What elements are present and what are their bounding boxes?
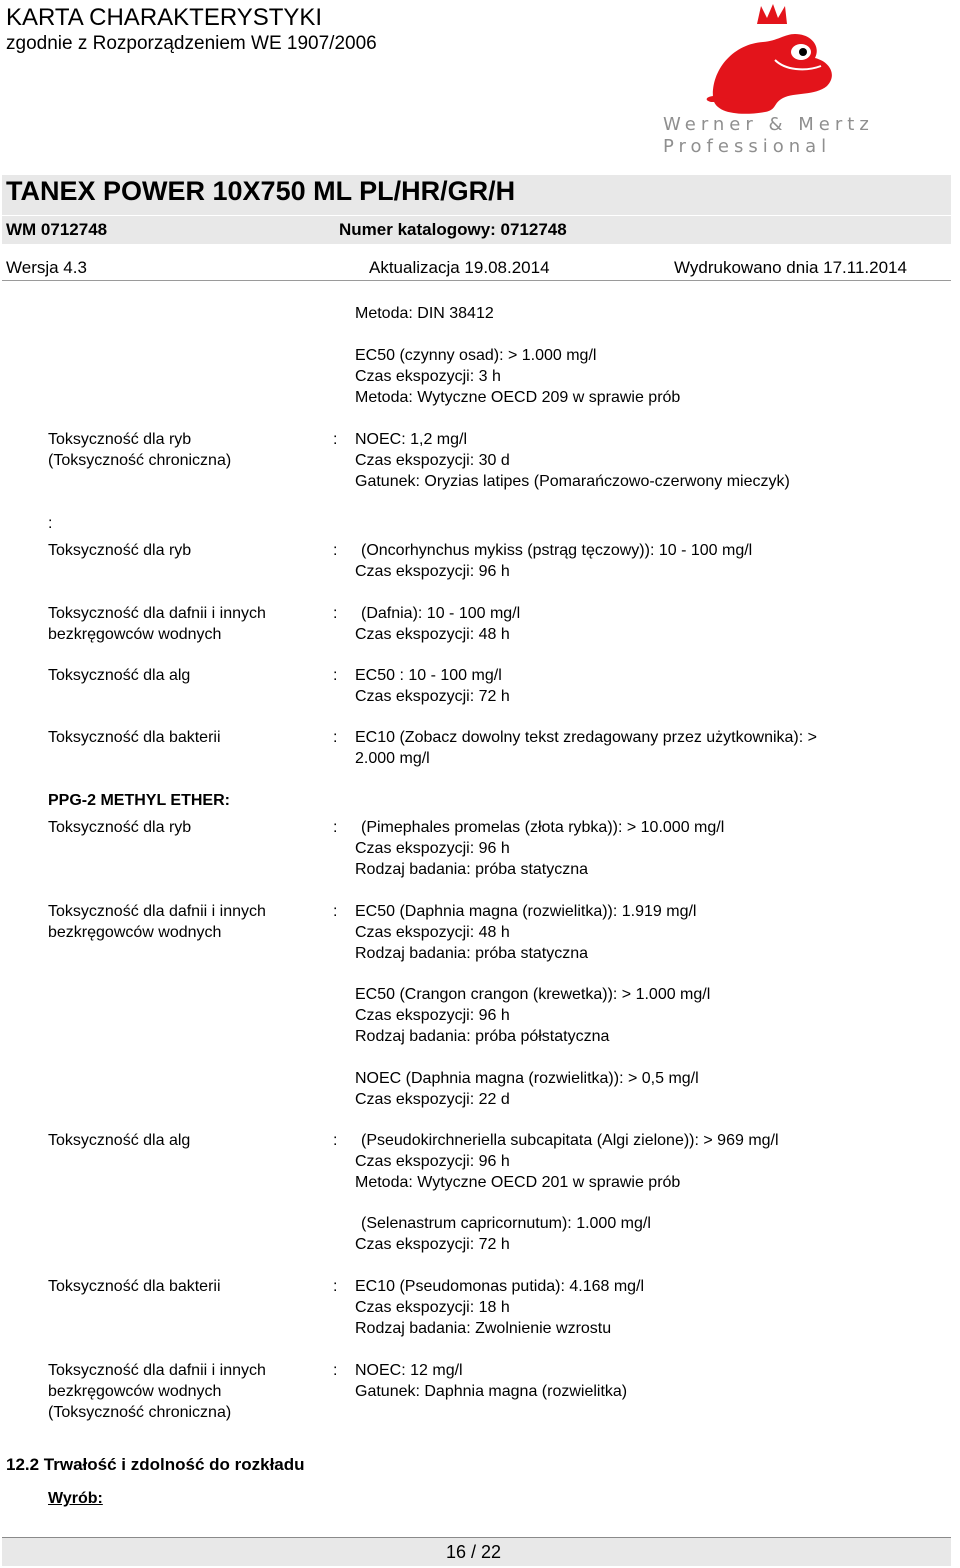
separator-colon: : bbox=[333, 819, 338, 836]
ppg-bacteria-label: Toksyczność dla bakterii bbox=[48, 1278, 221, 1295]
ppg-fish-label: Toksyczność dla ryb bbox=[48, 819, 192, 836]
document-title: KARTA CHARAKTERYSTYKI bbox=[6, 4, 323, 31]
ppg-fish-value: (Pimephales promelas (złota rybka)): > 10.000 mg/l bbox=[361, 819, 725, 836]
ppg-daphnia-chronic-noec: NOEC: 12 mg/l bbox=[355, 1362, 463, 1379]
ppg-bacteria-test: Rodzaj badania: Zwolnienie wzrostu bbox=[355, 1320, 612, 1337]
substance-colon: : bbox=[48, 515, 53, 532]
ppg-daphnia-ec50: EC50 (Daphnia magna (rozwielitka)): 1.919 mg/l bbox=[355, 903, 697, 920]
regulation-subtitle: zgodnie z Rozporządzeniem WE 1907/2006 bbox=[6, 33, 377, 54]
page-number: 16 / 22 bbox=[446, 1542, 502, 1562]
wm-number: WM 0712748 bbox=[6, 220, 108, 239]
ppg-bacteria-exposure: Czas ekspozycji: 18 h bbox=[355, 1299, 510, 1316]
algae-label: Toksyczność dla alg bbox=[48, 667, 191, 684]
separator-colon: : bbox=[333, 542, 338, 559]
ppg-daphnia-chronic-label: Toksyczność dla dafnii i innych bbox=[48, 1362, 266, 1379]
ppg-daphnia-chronic-label-2: bezkręgowców wodnych bbox=[48, 1383, 222, 1400]
fish-chronic-species: Gatunek: Oryzias latipes (Pomarańczowo-czerwony mieczyk) bbox=[355, 473, 790, 490]
ppg-selenastrum-value: (Selenastrum capricornutum): 1.000 mg/l bbox=[361, 1215, 651, 1232]
daphnia-label: Toksyczność dla dafnii i innych bbox=[48, 605, 266, 622]
fish-label: Toksyczność dla ryb bbox=[48, 542, 192, 559]
fish-chronic-noec: NOEC: 1,2 mg/l bbox=[355, 431, 468, 448]
ec50-sludge: EC50 (czynny osad): > 1.000 mg/l bbox=[355, 347, 597, 364]
separator-colon: : bbox=[333, 431, 338, 448]
ppg-bacteria-value: EC10 (Pseudomonas putida): 4.168 mg/l bbox=[355, 1278, 645, 1295]
update-date: Aktualizacja 19.08.2014 bbox=[369, 258, 550, 277]
exposure-time: Czas ekspozycji: 3 h bbox=[355, 368, 501, 385]
ppg-algae-exposure: Czas ekspozycji: 96 h bbox=[355, 1153, 510, 1170]
ppg-daphnia-label-2: bezkręgowców wodnych bbox=[48, 924, 222, 941]
ppg-daphnia-noec: NOEC (Daphnia magna (rozwielitka)): > 0,5 mg/l bbox=[355, 1070, 699, 1087]
daphnia-label-2: bezkręgowców wodnych bbox=[48, 626, 222, 643]
algae-value: EC50 : 10 - 100 mg/l bbox=[355, 667, 502, 684]
separator-colon: : bbox=[333, 1132, 338, 1149]
daphnia-exposure: Czas ekspozycji: 48 h bbox=[355, 626, 510, 643]
print-date: Wydrukowano dnia 17.11.2014 bbox=[674, 258, 907, 277]
fish-value: (Oncorhynchus mykiss (pstrąg tęczowy)): 10 - 100 mg/l bbox=[361, 542, 753, 559]
daphnia-value: (Dafnia): 10 - 100 mg/l bbox=[361, 605, 521, 622]
method-oecd209: Metoda: Wytyczne OECD 209 w sprawie prób bbox=[355, 389, 681, 406]
fish-exposure: Czas ekspozycji: 96 h bbox=[355, 563, 510, 580]
version: Wersja 4.3 bbox=[6, 258, 87, 277]
algae-exposure: Czas ekspozycji: 72 h bbox=[355, 688, 510, 705]
product-name: TANEX POWER 10X750 ML PL/HR/GR/H bbox=[6, 176, 516, 206]
ppg-daphnia-test: Rodzaj badania: próba statyczna bbox=[355, 945, 589, 962]
bacteria-label: Toksyczność dla bakterii bbox=[48, 729, 221, 746]
method-line: Metoda: DIN 38412 bbox=[355, 305, 494, 322]
ppg-fish-test: Rodzaj badania: próba statyczna bbox=[355, 861, 589, 878]
separator-colon: : bbox=[333, 605, 338, 622]
ppg-daphnia-noec-exposure: Czas ekspozycji: 22 d bbox=[355, 1091, 510, 1108]
ppg-crangon-exposure: Czas ekspozycji: 96 h bbox=[355, 1007, 510, 1024]
header-divider bbox=[2, 280, 951, 281]
ppg-algae-value: (Pseudokirchneriella subcapitata (Algi zielone)): > 969 mg/l bbox=[361, 1132, 779, 1149]
separator-colon: : bbox=[333, 729, 338, 746]
ppg-fish-exposure: Czas ekspozycji: 96 h bbox=[355, 840, 510, 857]
bacteria-value-cont: 2.000 mg/l bbox=[355, 750, 430, 767]
separator-colon: : bbox=[333, 1362, 338, 1379]
fish-chronic-exposure: Czas ekspozycji: 30 d bbox=[355, 452, 510, 469]
ppg-algae-method: Metoda: Wytyczne OECD 201 w sprawie prób bbox=[355, 1174, 681, 1191]
ppg-daphnia-chronic-label-3: (Toksyczność chroniczna) bbox=[48, 1404, 232, 1421]
logo-brand-text: Werner & Mertz bbox=[663, 114, 874, 135]
ppg-daphnia-exposure: Czas ekspozycji: 48 h bbox=[355, 924, 510, 941]
separator-colon: : bbox=[333, 667, 338, 684]
bacteria-value: EC10 (Zobacz dowolny tekst zredagowany przez użytkownika): > bbox=[355, 729, 817, 746]
ppg-algae-label: Toksyczność dla alg bbox=[48, 1132, 191, 1149]
catalog-number: Numer katalogowy: 0712748 bbox=[339, 220, 567, 239]
separator-colon: : bbox=[333, 903, 338, 920]
ppg-heading: PPG-2 METHYL ETHER: bbox=[48, 792, 230, 809]
ppg-daphnia-label: Toksyczność dla dafnii i innych bbox=[48, 903, 266, 920]
logo-professional-text: Professional bbox=[663, 136, 832, 157]
fish-chronic-label: Toksyczność dla ryb bbox=[48, 431, 192, 448]
ppg-crangon-test: Rodzaj badania: próba półstatyczna bbox=[355, 1028, 610, 1045]
separator-colon: : bbox=[333, 1278, 338, 1295]
ppg-crangon-ec50: EC50 (Crangon crangon (krewetka)): > 1.000 mg/l bbox=[355, 986, 711, 1003]
ppg-selenastrum-exposure: Czas ekspozycji: 72 h bbox=[355, 1236, 510, 1253]
ppg-daphnia-chronic-species: Gatunek: Daphnia magna (rozwielitka) bbox=[355, 1383, 628, 1400]
fish-chronic-label-2: (Toksyczność chroniczna) bbox=[48, 452, 232, 469]
section-12-2-heading: 12.2 Trwałość i zdolność do rozkładu bbox=[6, 1455, 305, 1474]
product-subheading: Wyrób: bbox=[48, 1490, 103, 1507]
